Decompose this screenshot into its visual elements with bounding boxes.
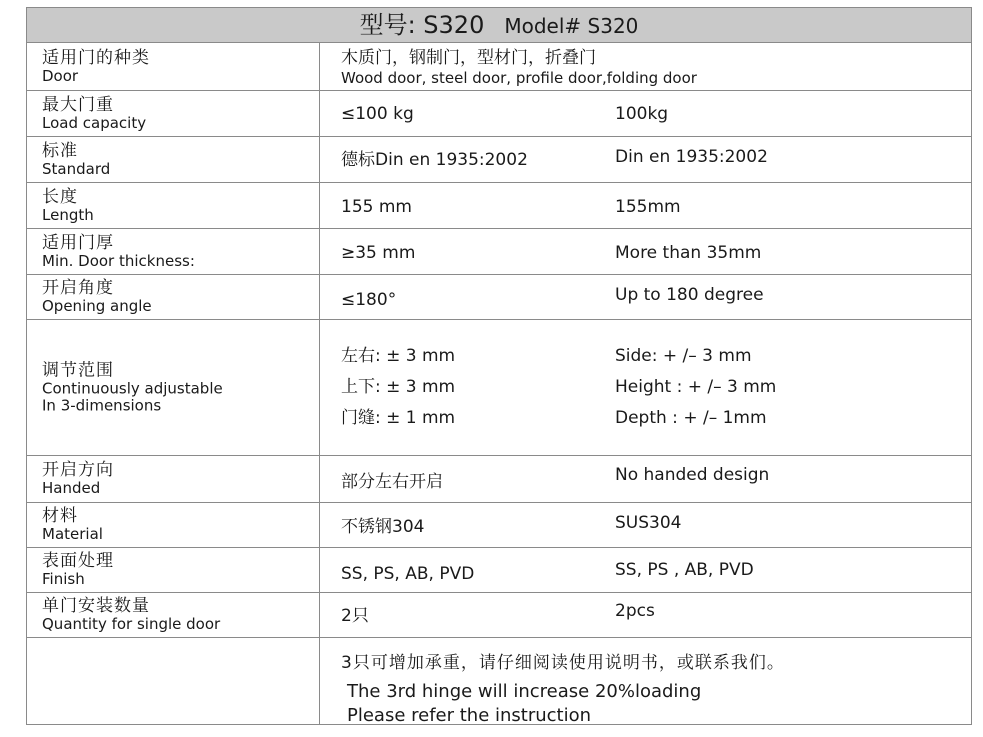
note-en-line-1: The 3rd hinge will increase 20%loading [347,681,702,702]
value-en: Up to 180 degree [615,285,764,305]
label-cell [27,320,320,455]
label-cn: 调节范围 [42,360,114,380]
adjust-side-en: Side: + /– 3 mm [615,346,752,366]
label-cell [27,137,320,182]
table-row-door [27,43,971,91]
label-cell [27,593,320,637]
label-cn: 适用门的种类 [42,47,150,68]
table-row-standard [27,137,971,183]
value-cn: 木质门，钢制门，型材门，折叠门 [341,48,596,68]
value-en-list [615,341,776,434]
label-cn: 开启方向 [42,460,114,480]
label-cell [27,456,320,502]
table-title [27,8,971,43]
label-cell [27,275,320,319]
label-cn: 表面处理 [42,551,114,571]
label-en: Door [42,66,79,85]
value-cn-list [341,341,455,434]
label-cn: 标准 [42,140,78,161]
adjust-height-cn: 上下: ± 3 mm [341,377,456,397]
adjust-height-en: Height : + /– 3 mm [615,377,777,397]
value-cn: ≤180° [341,290,397,310]
value-en: 100kg [615,104,669,124]
table-row-material [27,503,971,548]
value-cn: 2只 [341,606,369,626]
table-row-finish [27,548,971,593]
label-en: In 3-dimensions [42,396,162,414]
value-en: SUS304 [615,513,682,533]
value-cn: ≤100 kg [341,104,414,124]
table-row-load-capacity [27,91,971,137]
value-cn: ≥35 mm [341,243,416,263]
adjust-depth-en: Depth : + /– 1mm [615,408,767,428]
label-en: Continuously adjustable [42,379,223,397]
value-cn: 部分左右开启 [341,472,443,492]
table-row-handed [27,456,971,503]
label-cn: 适用门厚 [42,232,114,253]
title-cn: 型号: S320 [359,11,485,39]
table-row-quantity [27,593,971,638]
label-en: Handed [42,479,101,497]
label-cell [27,503,320,547]
table-row-length [27,183,971,229]
label-cell [27,548,320,592]
label-en: Length [42,205,94,224]
value-en: Wood door, steel door, profile door,folding door [341,69,697,87]
label-cell [27,91,320,136]
value-en: More than 35mm [615,243,762,263]
label-cn: 材料 [42,506,78,526]
spec-table [26,7,972,725]
label-en: Opening angle [42,297,152,315]
table-row-opening-angle [27,275,971,320]
value-cn: 不锈钢304 [341,517,425,537]
label-cn: 长度 [42,186,78,207]
value-en: SS, PS , AB, PVD [615,560,754,580]
label-en: Finish [42,570,85,588]
adjust-side-cn: 左右: ± 3 mm [341,346,456,366]
value-cn: 德标Din en 1935:2002 [341,150,528,170]
label-cell [27,229,320,274]
value-en: 2pcs [615,601,655,621]
table-row-note [27,638,971,724]
value-cn: SS, PS, AB, PVD [341,564,475,584]
label-cell [27,183,320,228]
table-row-door-thickness [27,229,971,275]
value-en: No handed design [615,465,770,485]
label-cell-empty [27,638,320,724]
note-cn: 3只可增加承重，请仔细阅读使用说明书，或联系我们。 [341,653,785,673]
adjust-depth-cn: 门缝: ± 1 mm [341,408,456,428]
note-en-line-2: Please refer the instruction [347,705,592,726]
label-en: Quantity for single door [42,615,221,633]
label-cn: 最大门重 [42,94,114,115]
label-cn: 单门安装数量 [42,596,150,616]
label-en: Standard [42,159,111,178]
label-cn: 开启角度 [42,278,114,298]
label-en: Min. Door thickness: [42,251,195,270]
label-cell [27,43,320,90]
table-row-adjustment [27,320,971,456]
title-en: Model# S320 [504,14,639,38]
value-cn: 155 mm [341,197,412,217]
label-en: Load capacity [42,113,147,132]
value-en: 155mm [615,197,681,217]
label-en: Material [42,525,103,543]
value-en: Din en 1935:2002 [615,147,768,167]
